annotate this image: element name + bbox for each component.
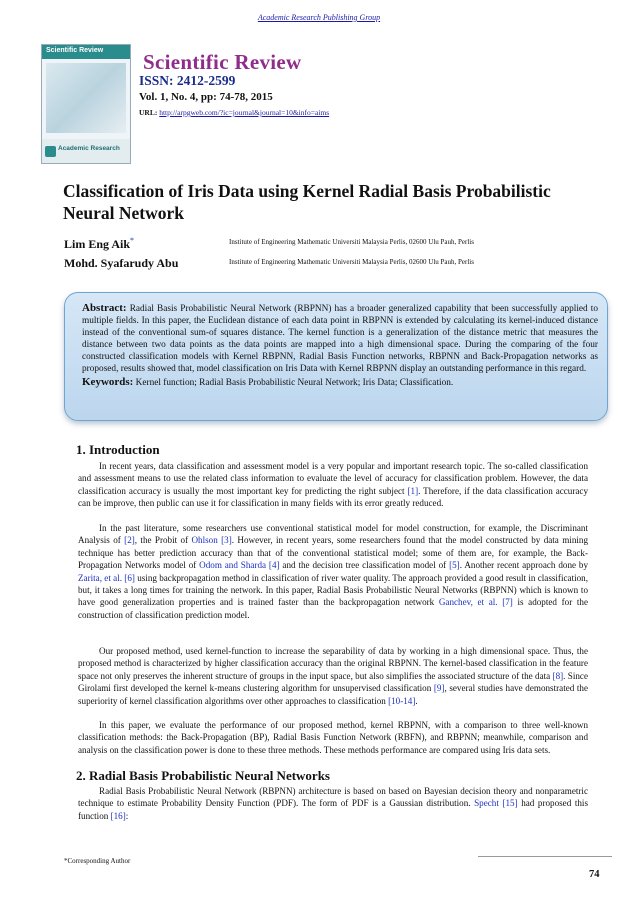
author-2-name: Mohd. Syafarudy Abu: [64, 256, 179, 270]
citation[interactable]: Ohlson [3]: [191, 535, 232, 546]
journal-url: URL: http://arpgweb.com/?ic=journal&journal=10&info=aims: [139, 108, 330, 117]
citation[interactable]: Odom and Sharda [4]: [199, 560, 280, 571]
publisher-link[interactable]: Academic Research Publishing Group: [257, 13, 381, 22]
volume-info: Vol. 1, No. 4, pp: 74-78, 2015: [139, 91, 273, 103]
journal-url-link[interactable]: http://arpgweb.com/?ic=journal&journal=10&info=aims: [159, 108, 330, 117]
cover-title: Scientific Review: [46, 47, 104, 54]
section-1-heading: 1. Introduction: [76, 442, 160, 457]
abstract-label: Abstract:: [82, 302, 127, 314]
citation[interactable]: [8]: [552, 670, 564, 681]
journal-cover-image: [41, 44, 131, 164]
keywords-text: Kernel function; Radial Basis Probabilistic Neural Network; Iris Data; Classification.: [135, 377, 454, 388]
publisher-logo-icon: [45, 146, 56, 157]
citation[interactable]: Zarita, et al. [6]: [78, 572, 135, 583]
abstract-text: Radial Basis Probabilistic Neural Network (RBPNN) has a broader generalized capability that been successfully applied to multiple fields. In this paper, the Euclidean distance of each data point in RBPNN is extended by calculating its kernel-induced distance instead of the conventional sum-of squares distance. The kernel function is a generalization of the distance metric that measures the distance between two data points as the data points are mapped into a high dimensional space. During the comparing of the four constructed classification models with Kernel RBPNN, Radial Basis Function networks, RBPNN and Back-Propagation networks as proposed, results showed that, model classification on Iris Data with Kernel RBPNN display an outstanding performance in this regard.: [82, 304, 598, 375]
abstract-box: [64, 292, 608, 421]
citation[interactable]: [16]: [110, 810, 126, 821]
section-2-heading: 2. Radial Basis Probabilistic Neural Networks: [76, 768, 330, 783]
citation[interactable]: Ganchev, et al. [7]: [438, 597, 513, 608]
intro-paragraph-4: In this paper, we evaluate the performance of our proposed method, kernel RBPNN, with a comparison to three well-known classification methods: the Back-Propagation (BP), Radial Basis Function Network (RBFN), and RBPNN; meanwhile, comparison and analysis on the classification power is done to these three methods. These methods performance are compared using Iris data sets.: [78, 720, 588, 755]
keywords-label: Keywords:: [82, 375, 134, 388]
author-1-name: Lim Eng Aik*: [64, 236, 135, 251]
paper-title: Classification of Iris Data using Kernel Radial Basis Probabilistic Neural Network: [63, 181, 551, 223]
author-2-affiliation: Institute of Engineering Mathematic Universiti Malaysia Perlis, 02600 Ulu Pauh, Perlis: [229, 258, 474, 266]
citation[interactable]: [2]: [124, 535, 135, 546]
rbpnn-paragraph-1: Radial Basis Probabilistic Neural Network (RBPNN) architecture is based on based on Bayesian decision theory and nonparametric technique to estimate Probability Density Function (PDF). The form of PDF is a Gaussian distribution. Specht [15] had proposed this function [16]:: [78, 786, 588, 821]
author-1-affiliation: Institute of Engineering Mathematic Universiti Malaysia Perlis, 02600 Ulu Pauh, Perlis: [229, 238, 474, 246]
footnote-divider: [478, 856, 612, 857]
issn: ISSN: 2412-2599: [139, 73, 236, 88]
intro-paragraph-1: In recent years, data classification and assessment model is a very popular and important research topic. The so-called classification and assessment means to use the related class information to evaluate the level of accuracy for classification problem. However, the data classification accuracy is usually the most important key for predicting the right subject [1]. Therefore, if the data classification accuracy can be improve, then public can use it for classification in many fields with its error greatly reduced.: [78, 461, 588, 509]
citation[interactable]: [10-14]: [388, 695, 416, 706]
journal-title: Scientific Review: [143, 50, 302, 74]
citation[interactable]: [5]: [449, 560, 460, 571]
citation[interactable]: Specht [15]: [474, 798, 518, 809]
citation[interactable]: [1]: [407, 485, 419, 496]
page-number: 74: [589, 869, 600, 880]
intro-paragraph-3: Our proposed method, used kernel-function to increase the separability of data by working in a high dimensional space. Thus, the proposed method is characterized by higher classification accuracy than the original RBPNN. The kernel-based classification in the feature space not only preserves the inherent structure of groups in the input space, but also simplifies the associated structure of the data [8]. Since Girolami first developed the kernel k-means clustering algorithm for unsupervised classification [9], several studies have demonstrated the superiority of kernel classification algorithms over other approaches to classification [10-14].: [78, 646, 589, 706]
citation[interactable]: [9]: [433, 683, 445, 694]
footnote: *Corresponding Author: [64, 857, 131, 865]
cover-brand: Academic Research: [58, 145, 120, 152]
intro-paragraph-2: In the past literature, some researchers use conventional statistical model for model construction, for example, the Discriminant Analysis of [2], the Probit of Ohlson [3]. However, in recent years, some researchers found that the model constructed by data mining technique has better prediction accuracy than that of the conventional statistical model; some of them are, for example, the Back-Propagation Networks model of Odom and Sharda [4] and the decision tree classification model of [5]. Another recent approach done by Zarita, et al. [6] using backpropagation method in classification of river water quality. The approach provided a good result in classification, but, it takes a long times for training the network. In this paper, Radial Basis Probabilistic Neural Networks (RBPNN) which is known to have good generalization properties and is trained faster than the backpropagation network Ganchev, et al. [7] is adopted for the construction of classification prediction model.: [78, 523, 589, 620]
